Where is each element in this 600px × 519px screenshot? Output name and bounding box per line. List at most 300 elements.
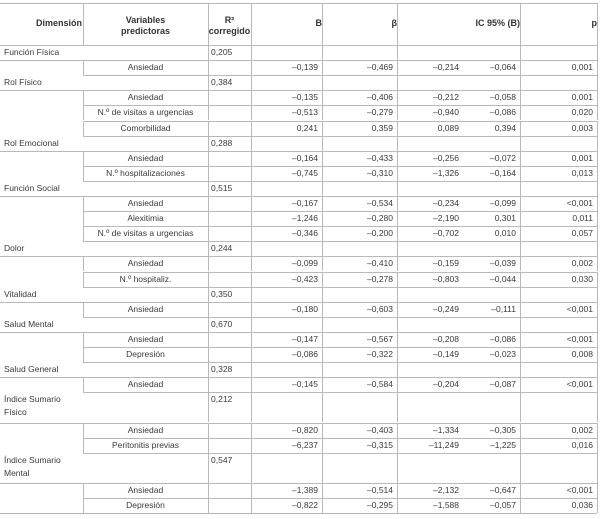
predictor-variable: Ansiedad	[127, 424, 164, 435]
column-divider	[251, 302, 252, 317]
column-divider	[83, 166, 84, 181]
column-divider	[520, 105, 521, 120]
column-divider	[597, 60, 598, 75]
beta-value: –0,278	[367, 273, 393, 284]
predictor-variable: Ansiedad	[127, 258, 164, 269]
column-divider	[520, 438, 521, 453]
column-divider	[83, 302, 84, 317]
r2-value: 0,670	[211, 318, 233, 329]
header-dimension: Dimensión	[35, 18, 82, 28]
column-divider	[520, 332, 521, 347]
header-b: B	[315, 18, 322, 28]
column-divider	[208, 272, 209, 287]
r2-value: 0,547	[211, 454, 233, 465]
ci-upper: –0,087	[490, 379, 516, 390]
b-value: –0,513	[292, 107, 318, 118]
column-divider	[520, 3, 521, 45]
column-divider	[397, 3, 398, 45]
column-divider	[597, 317, 598, 332]
ci-lower: –2,132	[433, 484, 459, 495]
column-divider	[208, 377, 209, 392]
column-divider	[597, 121, 598, 136]
column-divider	[208, 151, 209, 166]
ci-lower: –0,249	[433, 303, 459, 314]
predictor-variable: N.º hospitaliz.	[119, 273, 172, 284]
column-divider	[322, 272, 323, 287]
predictor-variable: N.º de visitas a urgencias	[97, 107, 194, 118]
ci-upper: –0,111	[491, 303, 516, 314]
r2-value: 0,384	[211, 77, 233, 88]
dimension-label	[4, 183, 81, 196]
column-divider	[597, 423, 598, 438]
column-divider	[251, 136, 252, 151]
ci-upper: 0,301	[494, 213, 516, 224]
column-divider	[251, 438, 252, 453]
header-beta: β	[391, 18, 397, 28]
column-divider	[322, 377, 323, 392]
predictor-variable: Ansiedad	[127, 333, 164, 344]
column-divider	[397, 438, 398, 453]
column-divider	[251, 211, 252, 226]
column-divider	[83, 256, 84, 271]
column-divider	[251, 347, 252, 362]
column-divider	[251, 377, 252, 392]
column-divider	[520, 60, 521, 75]
column-divider	[322, 45, 323, 60]
column-divider	[251, 181, 252, 196]
column-divider	[208, 423, 209, 438]
column-divider	[251, 332, 252, 347]
predictor-variable: Alexitimia	[127, 213, 164, 224]
column-divider	[83, 438, 84, 453]
b-value: –1,389	[292, 484, 318, 495]
column-divider	[397, 332, 398, 347]
column-divider	[520, 166, 521, 181]
ci-upper: –0,305	[490, 424, 516, 435]
column-divider	[397, 256, 398, 271]
b-value: –0,086	[292, 349, 318, 360]
ci-upper: –0,064	[490, 62, 516, 73]
column-divider	[322, 60, 323, 75]
column-divider	[208, 256, 209, 271]
ci-lower: –1,334	[433, 424, 459, 435]
ci-upper: –0,039	[490, 258, 516, 269]
column-divider	[83, 272, 84, 287]
column-divider	[397, 392, 398, 422]
r2-value: 0,350	[211, 288, 233, 299]
column-divider	[597, 166, 598, 181]
dimension-label	[4, 394, 81, 420]
column-divider	[322, 166, 323, 181]
column-divider	[520, 75, 521, 90]
beta-value: –0,567	[367, 333, 393, 344]
column-divider	[520, 272, 521, 287]
p-value: 0,013	[571, 167, 593, 178]
column-divider	[83, 196, 84, 211]
column-divider	[397, 317, 398, 332]
column-divider	[322, 423, 323, 438]
column-divider	[597, 272, 598, 287]
column-divider	[251, 121, 252, 136]
column-divider	[208, 105, 209, 120]
column-divider	[322, 75, 323, 90]
ci-lower: 0,089	[437, 122, 459, 133]
column-divider	[83, 211, 84, 226]
column-divider	[397, 121, 398, 136]
ci-upper: –0,058	[490, 92, 516, 103]
dimension-label-line: Índice Sumario	[4, 394, 61, 405]
beta-value: –0,280	[367, 213, 393, 224]
column-divider	[251, 151, 252, 166]
column-divider	[322, 332, 323, 347]
column-divider	[83, 151, 84, 166]
column-divider	[322, 256, 323, 271]
dimension-label-line: Mental	[4, 467, 30, 478]
header-ic95: IC 95% (B)	[475, 18, 520, 28]
column-divider	[83, 377, 84, 392]
b-value: –0,145	[292, 379, 318, 390]
dimension-label-line: Índice Sumario	[4, 454, 61, 465]
beta-value: –0,406	[367, 92, 393, 103]
column-divider	[251, 241, 252, 256]
column-divider	[322, 362, 323, 377]
header-variables-line2: predictoras	[120, 26, 171, 36]
column-divider	[397, 196, 398, 211]
column-divider	[597, 75, 598, 90]
column-divider	[322, 453, 323, 483]
column-divider	[322, 392, 323, 422]
predictor-variable: Peritonitis previas	[111, 439, 180, 450]
column-divider	[397, 347, 398, 362]
column-divider	[322, 181, 323, 196]
column-divider	[520, 377, 521, 392]
p-value: 0,030	[571, 273, 593, 284]
column-divider	[597, 196, 598, 211]
column-divider	[251, 196, 252, 211]
column-divider	[597, 3, 598, 45]
beta-value: –0,410	[367, 258, 393, 269]
ci-upper: –0,086	[490, 333, 516, 344]
column-divider	[83, 105, 84, 120]
predictor-variable: Comorbilidad	[120, 122, 171, 133]
column-divider	[597, 90, 598, 105]
column-divider	[520, 256, 521, 271]
dimension-label	[4, 138, 81, 151]
b-value: –1,246	[292, 213, 318, 224]
column-divider	[322, 90, 323, 105]
dimension-label	[4, 455, 81, 481]
p-value: 0,011	[572, 213, 593, 224]
column-divider	[520, 45, 521, 60]
column-divider	[520, 90, 521, 105]
beta-value: –0,534	[367, 198, 393, 209]
column-divider	[251, 45, 252, 60]
ci-lower: –0,702	[433, 228, 459, 239]
column-divider	[397, 166, 398, 181]
beta-value: –0,322	[367, 349, 393, 360]
beta-value: –0,200	[367, 228, 393, 239]
column-divider	[251, 423, 252, 438]
column-divider	[397, 287, 398, 302]
ci-lower: –0,234	[433, 198, 459, 209]
column-divider	[251, 287, 252, 302]
column-divider	[597, 483, 598, 498]
column-divider	[322, 121, 323, 136]
column-divider	[322, 241, 323, 256]
column-divider	[251, 256, 252, 271]
column-divider	[83, 423, 84, 438]
beta-value: –0,469	[367, 62, 393, 73]
column-divider	[251, 60, 252, 75]
dimension-label	[4, 243, 81, 256]
dimension-label	[4, 319, 81, 332]
column-divider	[83, 347, 84, 362]
column-divider	[83, 90, 84, 105]
column-divider	[520, 196, 521, 211]
b-value: –0,180	[292, 303, 318, 314]
ci-lower: –0,204	[433, 379, 459, 390]
column-divider	[208, 196, 209, 211]
ci-upper: –0,057	[490, 500, 516, 511]
column-divider	[208, 90, 209, 105]
column-divider	[251, 272, 252, 287]
column-divider	[520, 498, 521, 513]
predictor-variable: Ansiedad	[127, 152, 164, 163]
column-divider	[322, 317, 323, 332]
column-divider	[597, 377, 598, 392]
predictor-variable: Ansiedad	[127, 92, 164, 103]
column-divider	[208, 498, 209, 513]
predictor-variable: Ansiedad	[127, 198, 164, 209]
column-divider	[208, 60, 209, 75]
ci-lower: –0,803	[433, 273, 459, 284]
column-divider	[251, 317, 252, 332]
column-divider	[520, 151, 521, 166]
predictor-variable: Depresión	[126, 500, 165, 511]
column-divider	[397, 60, 398, 75]
column-divider	[208, 45, 209, 60]
column-divider	[251, 362, 252, 377]
b-value: –0,346	[292, 228, 318, 239]
ci-upper: –0,072	[490, 152, 516, 163]
p-value: 0,001	[571, 92, 593, 103]
column-divider	[83, 498, 84, 513]
column-divider	[208, 362, 209, 377]
dimension-label-line: Físico	[4, 407, 27, 418]
column-divider	[520, 423, 521, 438]
p-value: <0,001	[566, 379, 593, 390]
column-divider	[597, 226, 598, 241]
b-value: –6,237	[292, 439, 318, 450]
column-divider	[597, 45, 598, 60]
p-value: 0,057	[571, 228, 593, 239]
column-divider	[397, 423, 398, 438]
column-divider	[397, 45, 398, 60]
r2-value: 0,328	[211, 364, 233, 375]
column-divider	[520, 241, 521, 256]
column-divider	[322, 438, 323, 453]
p-value: 0,016	[571, 439, 593, 450]
p-value: <0,001	[566, 333, 593, 344]
b-value: –0,820	[292, 424, 318, 435]
column-divider	[397, 75, 398, 90]
header-r2-line1: R²	[224, 15, 235, 25]
column-divider	[322, 302, 323, 317]
column-divider	[208, 287, 209, 302]
header-variables	[83, 15, 208, 37]
column-divider	[208, 75, 209, 90]
ci-upper: –0,099	[490, 198, 516, 209]
column-divider	[208, 347, 209, 362]
b-value: –0,135	[292, 92, 318, 103]
column-divider	[208, 453, 209, 483]
beta-value: –0,514	[367, 484, 393, 495]
row-divider	[0, 3, 597, 4]
header-r2-line2: corregido	[208, 26, 251, 36]
r2-value: 0,212	[211, 394, 233, 405]
column-divider	[208, 121, 209, 136]
column-divider	[251, 453, 252, 483]
dimension-label	[4, 364, 81, 377]
column-divider	[597, 136, 598, 151]
b-value: –0,099	[292, 258, 318, 269]
dimension-label-line: Salud General	[4, 364, 59, 375]
column-divider	[397, 302, 398, 317]
ci-lower: –2,190	[433, 213, 459, 224]
dimension-label-line: Rol Emocional	[4, 137, 59, 148]
p-value: 0,001	[571, 62, 593, 73]
row-divider	[0, 513, 597, 514]
column-divider	[397, 498, 398, 513]
column-divider	[208, 3, 209, 45]
column-divider	[251, 105, 252, 120]
column-divider	[251, 498, 252, 513]
column-divider	[597, 256, 598, 271]
b-value: –0,822	[292, 500, 318, 511]
column-divider	[397, 181, 398, 196]
column-divider	[520, 392, 521, 422]
predictor-variable: N.º hospitalizaciones	[106, 167, 185, 178]
b-value: –0,147	[292, 333, 318, 344]
b-value: –0,423	[292, 273, 318, 284]
column-divider	[597, 181, 598, 196]
column-divider	[397, 377, 398, 392]
column-divider	[208, 226, 209, 241]
column-divider	[520, 211, 521, 226]
beta-value: –0,603	[367, 303, 393, 314]
column-divider	[397, 362, 398, 377]
beta-value: –0,310	[367, 167, 393, 178]
column-divider	[322, 136, 323, 151]
r2-value: 0,205	[211, 47, 233, 57]
ci-lower: –0,212	[433, 92, 459, 103]
column-divider	[251, 3, 252, 45]
column-divider	[83, 3, 84, 45]
column-divider	[208, 483, 209, 498]
beta-value: –0,584	[367, 379, 393, 390]
column-divider	[397, 90, 398, 105]
column-divider	[597, 392, 598, 422]
column-divider	[597, 453, 598, 483]
column-divider	[397, 453, 398, 483]
column-divider	[322, 151, 323, 166]
ci-lower: –0,208	[433, 333, 459, 344]
column-divider	[83, 483, 84, 498]
column-divider	[520, 453, 521, 483]
header-r2	[208, 15, 251, 37]
column-divider	[597, 211, 598, 226]
column-divider	[597, 302, 598, 317]
column-divider	[520, 302, 521, 317]
ci-lower: –0,149	[433, 349, 459, 360]
column-divider	[520, 287, 521, 302]
column-divider	[520, 483, 521, 498]
p-value: 0,001	[571, 152, 593, 163]
column-divider	[397, 151, 398, 166]
column-divider	[251, 483, 252, 498]
p-value: 0,002	[571, 258, 593, 269]
header-p: p	[591, 18, 597, 28]
r2-value: 0,288	[211, 137, 233, 148]
column-divider	[520, 317, 521, 332]
ci-lower: –1,326	[433, 167, 459, 178]
column-divider	[208, 438, 209, 453]
ci-upper: 0,010	[494, 228, 516, 239]
ci-upper: –0,086	[490, 107, 516, 118]
dimension-label-line: Función Física	[4, 47, 60, 57]
ci-lower: –1,588	[433, 500, 459, 511]
column-divider	[83, 60, 84, 75]
row-divider	[0, 45, 597, 46]
beta-value: –0,433	[367, 152, 393, 163]
beta-value: –0,279	[367, 107, 393, 118]
dimension-label-line: Salud Mental	[4, 318, 54, 329]
predictor-variable: N.º de visitas a urgencias	[97, 228, 194, 239]
b-value: –0,167	[292, 198, 318, 209]
column-divider	[208, 317, 209, 332]
r2-value: 0,515	[211, 182, 233, 193]
column-divider	[597, 438, 598, 453]
column-divider	[208, 211, 209, 226]
column-divider	[397, 211, 398, 226]
beta-value: 0,359	[371, 122, 393, 133]
p-value: 0,020	[571, 107, 593, 118]
column-divider	[520, 362, 521, 377]
column-divider	[251, 75, 252, 90]
column-divider	[83, 226, 84, 241]
column-divider	[520, 347, 521, 362]
ci-upper: –0,164	[490, 167, 516, 178]
r2-value: 0,244	[211, 243, 233, 254]
column-divider	[397, 136, 398, 151]
ci-upper: –1,225	[490, 439, 516, 450]
b-value: –0,139	[292, 62, 318, 73]
p-value: <0,001	[566, 484, 593, 495]
ci-upper: –0,023	[490, 349, 516, 360]
dimension-label-line: Vitalidad	[4, 288, 37, 299]
column-divider	[520, 226, 521, 241]
column-divider	[322, 3, 323, 45]
b-value: –0,164	[292, 152, 318, 163]
predictor-variable: Ansiedad	[127, 62, 164, 73]
column-divider	[397, 483, 398, 498]
column-divider	[208, 136, 209, 151]
ci-upper: –0,044	[490, 273, 516, 284]
column-divider	[597, 362, 598, 377]
column-divider	[251, 90, 252, 105]
predictor-variable: Ansiedad	[127, 379, 164, 390]
column-divider	[597, 287, 598, 302]
